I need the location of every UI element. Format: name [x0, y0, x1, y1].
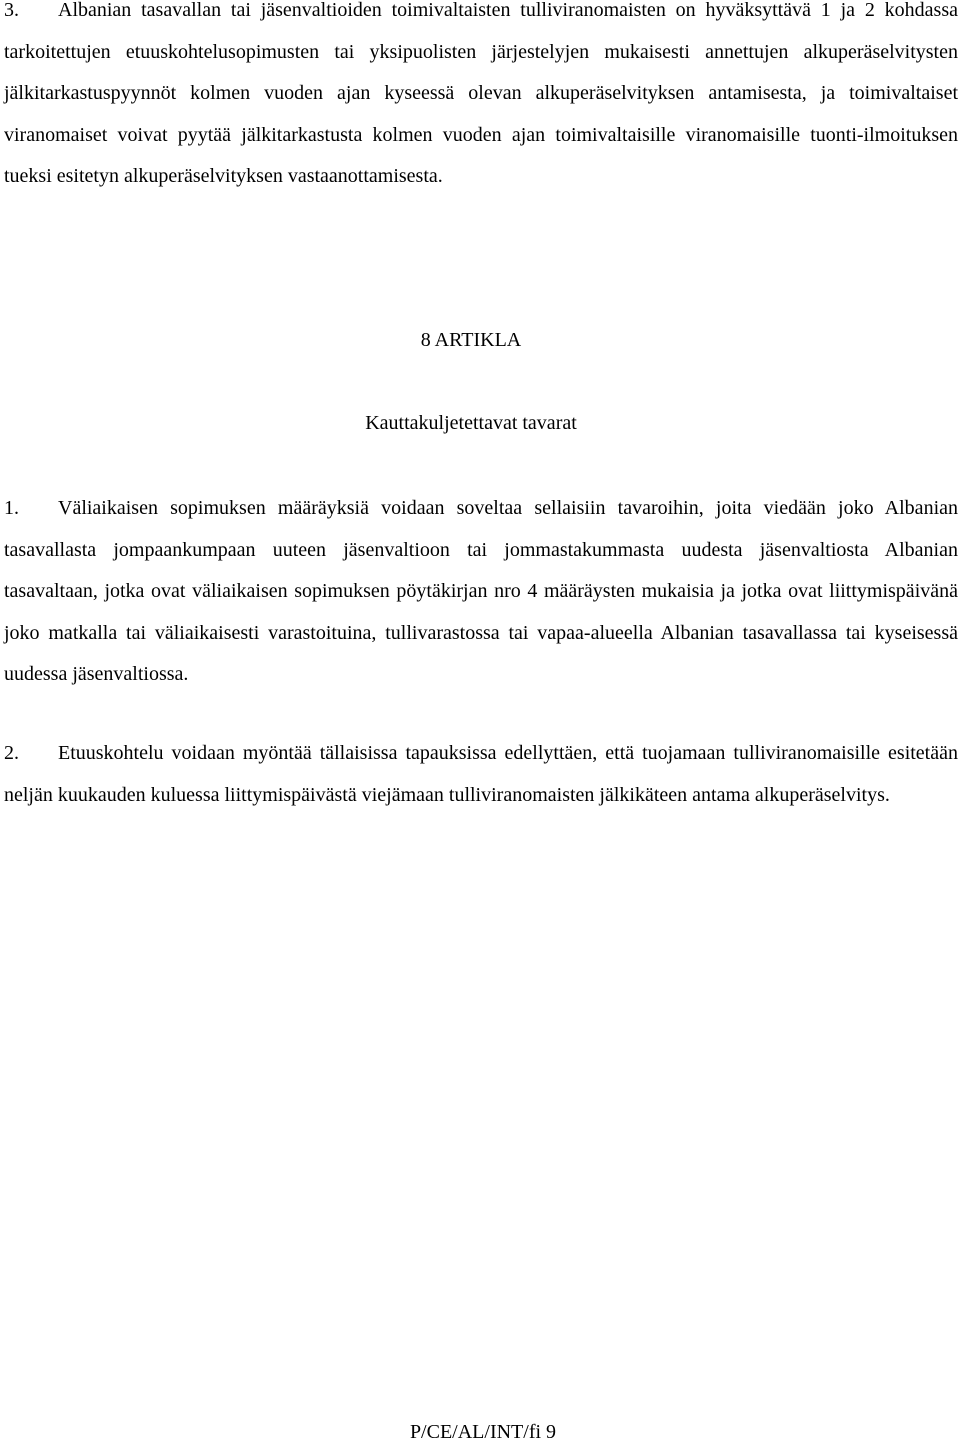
footer-reference: P/CE/AL/INT/fi 9 [409, 1421, 557, 1443]
paragraph-number: 3. [4, 0, 19, 21]
paragraph-1 [4, 488, 958, 696]
paragraph-text: Väliaikaisen sopimuksen määräyksiä voidaan soveltaa sellaisiin tavaroihin, joita viedään joko Albanian tasavallasta jompaankumpaan uuteen jäsenvaltioon tai jommastakummasta uudesta jäsenvaltiosta Albanian tasavaltaan, jotka ovat väliaikaisen sopimuksen pöytäkirjan nro 4 määräysten mukaisia ja jotka ovat liittymispäivänä joko matkalla tai väliaikaisesti varastoituina, tullivarastossa tai vapaa-alueella Albanian tasavallassa tai kyseisessä uudessa jäsenvaltiossa. [4, 497, 958, 686]
paragraph-text: Etuuskohtelu voidaan myöntää tällaisissa tapauksissa edellyttäen, että tuojamaan tulliviranomaisille esitetään neljän kuukauden kuluessa liittymispäivästä viejämaan tulliviranomaisten jälkikäteen antama alkuperäselvitys. [4, 742, 958, 806]
article-heading: 8 ARTIKLA [420, 329, 522, 351]
paragraph-text: Albanian tasavallan tai jäsenvaltioiden toimivaltaisten tulliviranomaisten on hyväksyttävä 1 ja 2 kohdassa tarkoitettujen etuuskohtelusopimusten tai yksipuolisten järjestelyjen mukaisesti annettujen alkuperäselvitysten jälkitarkastuspyynnöt kolmen vuoden ajan kyseessä olevan alkuperäselvityksen antamisesta, ja toimivaltaiset viranomaiset voivat pyytää jälkitarkastusta kolmen vuoden ajan toimivaltaisille viranomaisille tuonti-ilmoituksen tueksi esitetyn alkuperäselvityksen vastaanottamisesta. [4, 0, 958, 188]
paragraph-2 [4, 733, 958, 816]
paragraph-number: 1. [4, 497, 19, 519]
paragraph-3 [4, 0, 958, 198]
article-title: Kauttakuljetettavat tavarat [365, 412, 577, 434]
paragraph-number: 2. [4, 742, 19, 764]
